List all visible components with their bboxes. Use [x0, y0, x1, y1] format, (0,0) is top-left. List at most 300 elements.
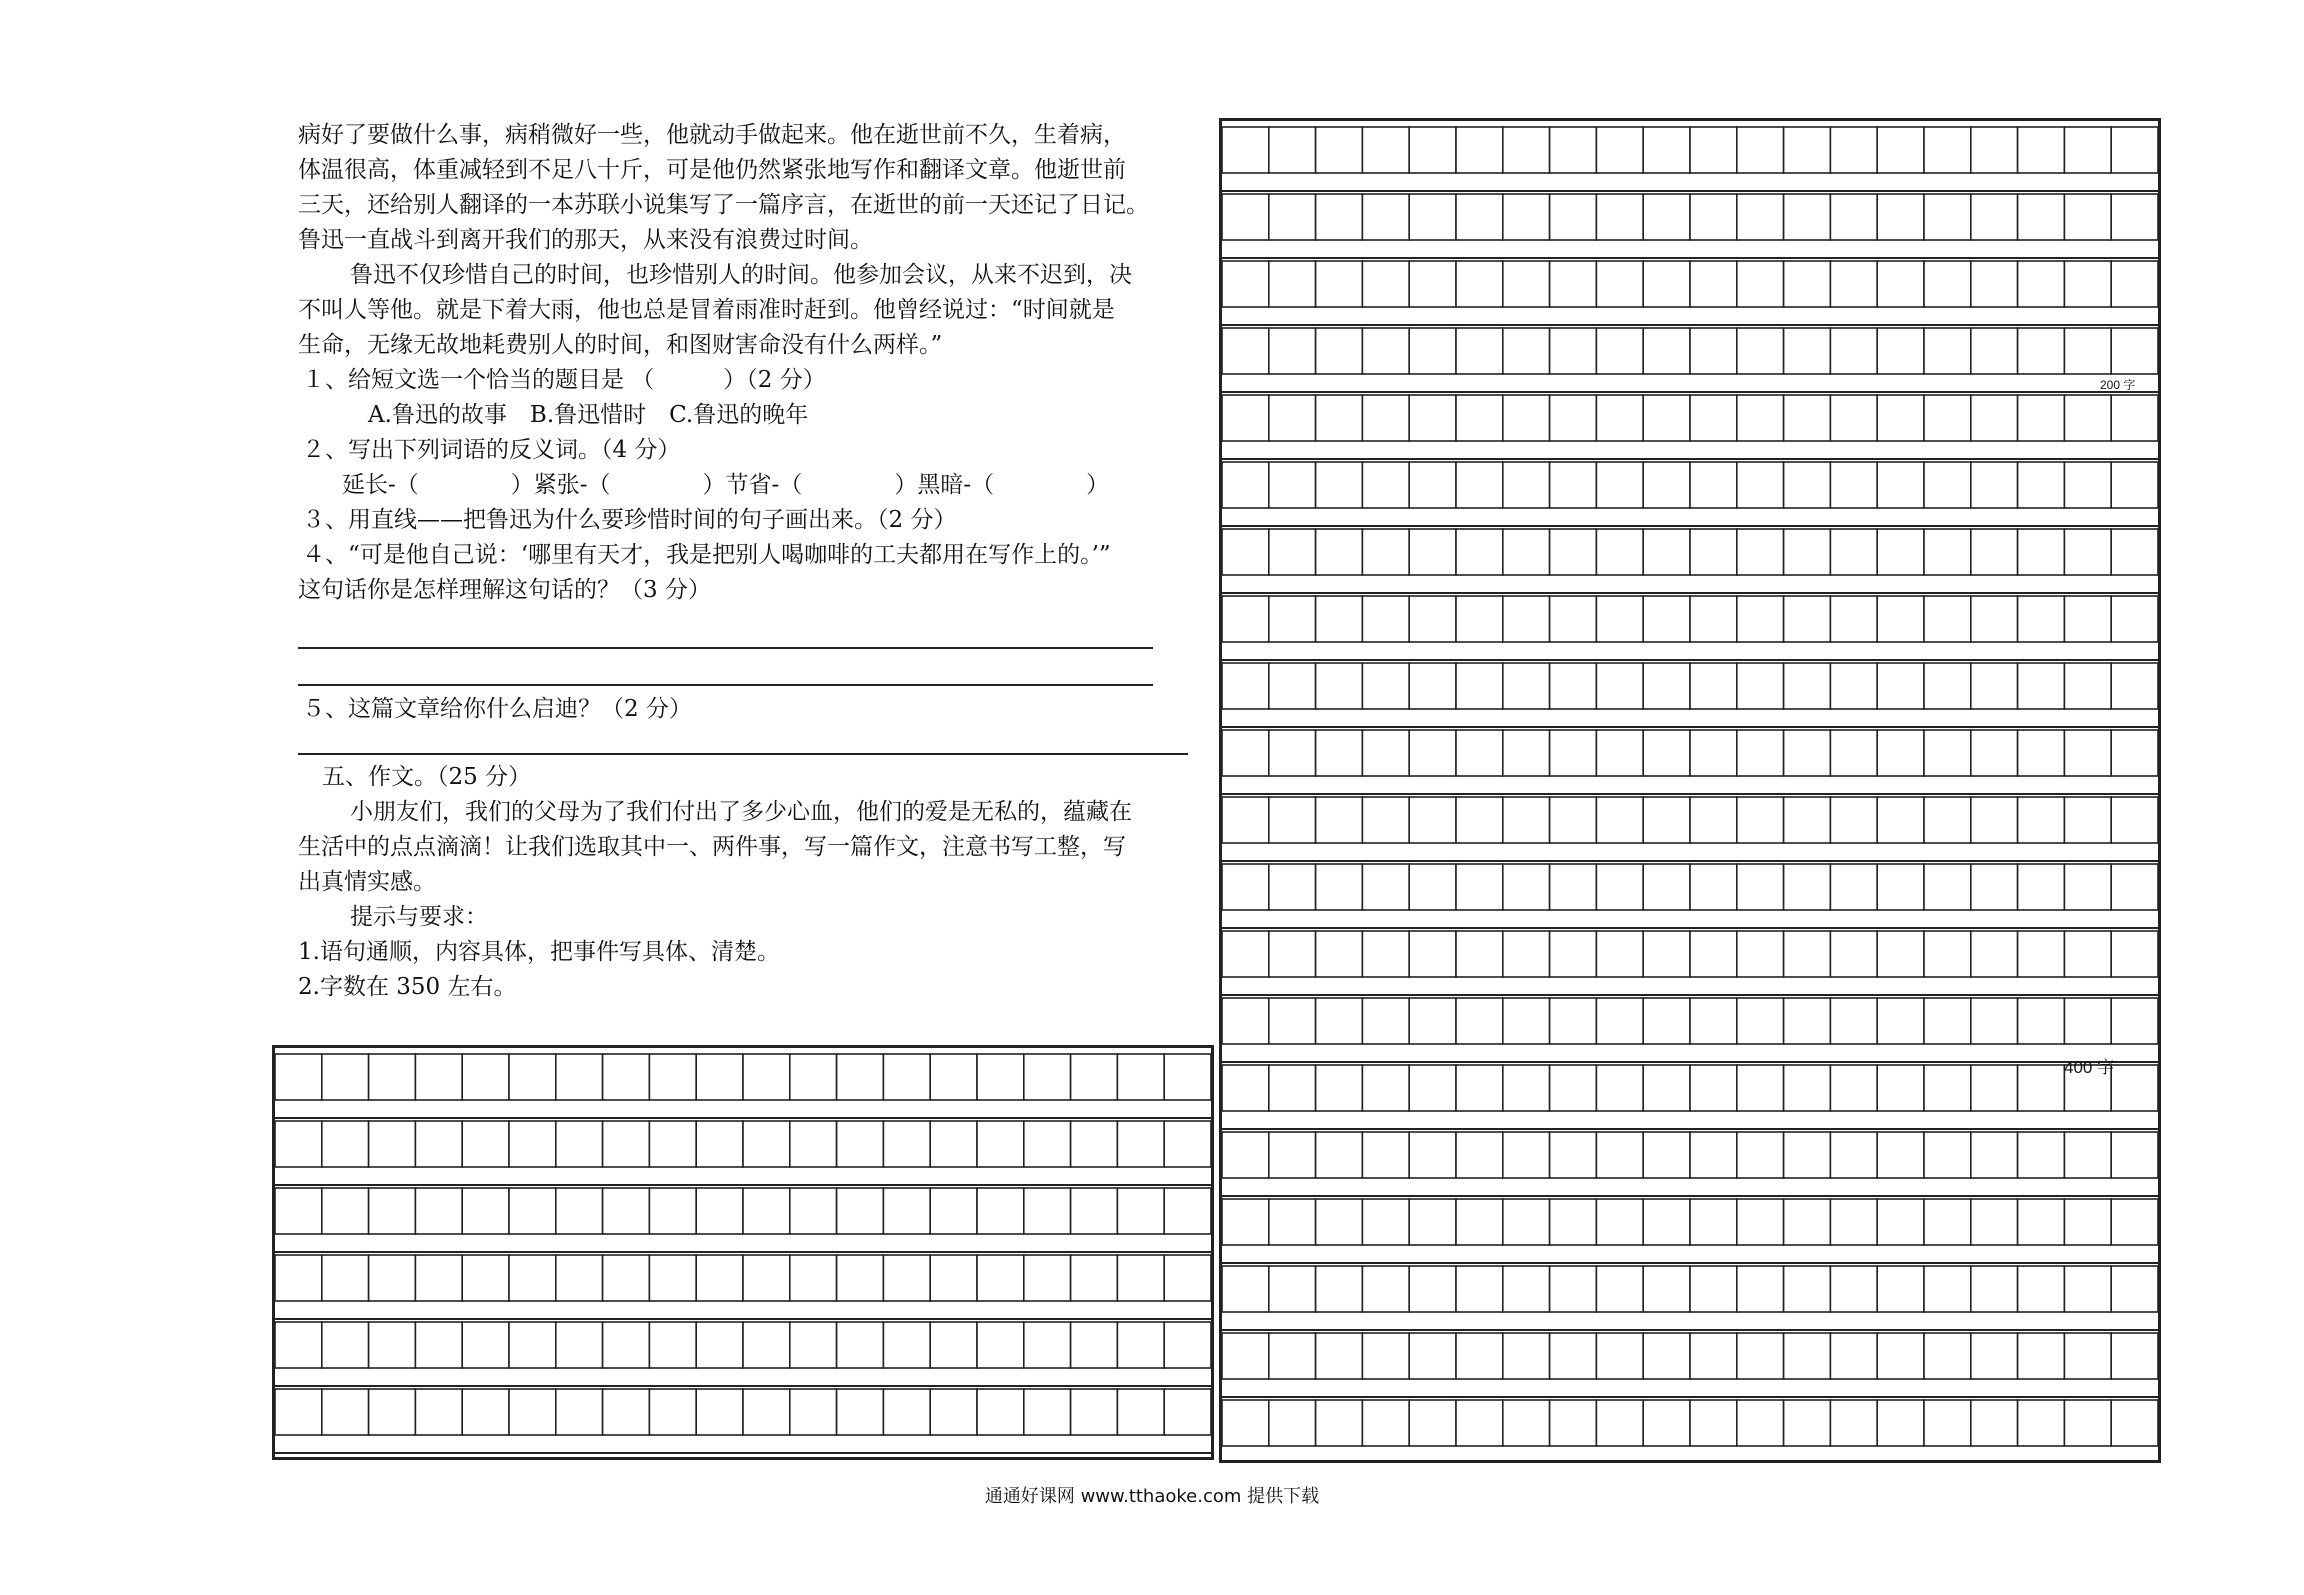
- grid-cell: [1596, 261, 1643, 307]
- grid-cell: [322, 1389, 369, 1435]
- grid-cell: [1596, 194, 1643, 240]
- grid-cell: [1409, 328, 1456, 374]
- grid-cell: [1362, 931, 1409, 977]
- grid-cell: [1596, 931, 1643, 977]
- grid-row: [1222, 395, 2158, 459]
- grid-cell: [1316, 1400, 1363, 1446]
- grid-cell: [1643, 1199, 1690, 1245]
- grid-cell: [1362, 127, 1409, 173]
- grid-cell: [1924, 395, 1971, 441]
- grid-cell: [930, 1054, 977, 1100]
- tips-heading: 提示与要求：: [350, 904, 488, 930]
- grid-cell: [1971, 596, 2018, 642]
- grid-cell: [930, 1255, 977, 1301]
- grid-cell: [1024, 1389, 1071, 1435]
- grid-row: [275, 1389, 1211, 1453]
- grid-cell: [1924, 864, 1971, 910]
- grid-cell: [649, 1188, 696, 1234]
- grid-cell: [1550, 1132, 1597, 1178]
- grid-cell: [930, 1121, 977, 1167]
- grid-cell: [1316, 194, 1363, 240]
- grid-cell: [1409, 261, 1456, 307]
- grid-cell: [322, 1255, 369, 1301]
- composition-section: [298, 760, 1198, 1005]
- grid-cell: [1222, 1266, 1269, 1312]
- grid-cell: [1316, 797, 1363, 843]
- grid-cell: [1830, 998, 1877, 1044]
- grid-cell: [1362, 529, 1409, 575]
- grid-cell: [2018, 596, 2065, 642]
- grid-cell: [1550, 931, 1597, 977]
- grid-row: [1222, 194, 2158, 258]
- grid-cell: [509, 1255, 556, 1301]
- grid-cell: [1737, 931, 1784, 977]
- grid-cell: [2111, 596, 2158, 642]
- grid-row: [1222, 663, 2158, 727]
- grid-cell: [1362, 1400, 1409, 1446]
- grid-cell: [1784, 395, 1831, 441]
- grid-cell: [2064, 1199, 2111, 1245]
- grid-cell: [1503, 797, 1550, 843]
- grid-cell: [1269, 395, 1316, 441]
- grid-cell: [696, 1322, 743, 1368]
- grid-cell: [415, 1322, 462, 1368]
- grid-cell: [1971, 194, 2018, 240]
- grid-cell: [1924, 596, 1971, 642]
- grid-cell: [1737, 194, 1784, 240]
- grid-row: [275, 1188, 1211, 1252]
- grid-cell: [1643, 462, 1690, 508]
- grid-cell: [1164, 1054, 1211, 1100]
- grid-cell: [977, 1389, 1024, 1435]
- grid-cell: [2111, 1199, 2158, 1245]
- answer-line[interactable]: [298, 647, 1153, 649]
- composition-prompt: 小朋友们，我们的父母为了我们付出了多少心血，他们的爱是无私的，蕴藏在: [350, 799, 1132, 825]
- grid-cell: [1643, 529, 1690, 575]
- grid-cell: [743, 1054, 790, 1100]
- grid-cell: [1362, 864, 1409, 910]
- grid-cell: [1362, 194, 1409, 240]
- grid-cell: [1222, 797, 1269, 843]
- grid-cell: [1503, 1132, 1550, 1178]
- grid-cell: [1456, 462, 1503, 508]
- grid-row: [1222, 1132, 2158, 1196]
- grid-cell: [1643, 663, 1690, 709]
- grid-cell: [1409, 462, 1456, 508]
- grid-cell: [1643, 596, 1690, 642]
- grid-cell: [1316, 462, 1363, 508]
- grid-cell: [977, 1121, 1024, 1167]
- grid-cell: [1456, 596, 1503, 642]
- grid-cell: [415, 1389, 462, 1435]
- grid-cell: [1784, 730, 1831, 776]
- grid-cell: [1596, 529, 1643, 575]
- grid-cell: [2111, 1333, 2158, 1379]
- grid-cell: [930, 1188, 977, 1234]
- grid-cell: [369, 1188, 416, 1234]
- grid-cell: [1362, 395, 1409, 441]
- grid-cell: [1924, 1333, 1971, 1379]
- grid-cell: [1737, 529, 1784, 575]
- grid-cell: [1503, 596, 1550, 642]
- grid-cell: [977, 1188, 1024, 1234]
- grid-cell: [1596, 1065, 1643, 1111]
- grid-row: [1222, 127, 2158, 191]
- grid-cell: [1690, 663, 1737, 709]
- grid-cell: [1690, 462, 1737, 508]
- grid-cell: [1830, 261, 1877, 307]
- grid-cell: [1924, 127, 1971, 173]
- grid-cell: [1117, 1255, 1164, 1301]
- grid-cell: [1024, 1121, 1071, 1167]
- grid-cell: [1269, 596, 1316, 642]
- grid-cell: [1830, 730, 1877, 776]
- question-2-items: 延长-（ ）紧张-（ ）节省-（ ）黑暗-（ ）: [342, 472, 1110, 498]
- question-4: ４、“可是他自己说：‘哪里有天才，我是把别人喝咖啡的工夫都用在写作上的。’”: [302, 542, 1111, 568]
- grid-cell: [1409, 1065, 1456, 1111]
- grid-cell: [1643, 328, 1690, 374]
- grid-cell: [930, 1322, 977, 1368]
- grid-row: [1222, 730, 2158, 794]
- grid-cell: [1643, 395, 1690, 441]
- grid-cell: [2018, 1132, 2065, 1178]
- grid-cell: [2018, 730, 2065, 776]
- grid-cell: [415, 1054, 462, 1100]
- grid-cell: [1550, 596, 1597, 642]
- grid-cell: [1222, 998, 1269, 1044]
- grid-cell: [1924, 730, 1971, 776]
- grid-cell: [1784, 529, 1831, 575]
- grid-cell: [1550, 1400, 1597, 1446]
- grid-cell: [2111, 1132, 2158, 1178]
- grid-cell: [1269, 1132, 1316, 1178]
- grid-cell: [790, 1188, 837, 1234]
- grid-cell: [1316, 261, 1363, 307]
- grid-cell: [603, 1188, 650, 1234]
- grid-cell: [1316, 1333, 1363, 1379]
- grid-cell: [2018, 462, 2065, 508]
- grid-cell: [1362, 1132, 1409, 1178]
- grid-cell: [1690, 864, 1737, 910]
- grid-cell: [1877, 931, 1924, 977]
- answer-line[interactable]: [298, 753, 1188, 755]
- grid-cell: [2111, 931, 2158, 977]
- grid-cell: [322, 1054, 369, 1100]
- grid-cell: [556, 1255, 603, 1301]
- grid-cell: [2018, 395, 2065, 441]
- question-5-block: [298, 692, 1198, 727]
- grid-cell: [1316, 395, 1363, 441]
- grid-cell: [1316, 1266, 1363, 1312]
- grid-cell: [1024, 1188, 1071, 1234]
- grid-cell: [1550, 1333, 1597, 1379]
- grid-cell: [415, 1121, 462, 1167]
- grid-cell: [1737, 462, 1784, 508]
- grid-cell: [1690, 797, 1737, 843]
- grid-cell: [2064, 864, 2111, 910]
- grid-cell: [883, 1054, 930, 1100]
- grid-cell: [603, 1389, 650, 1435]
- grid-cell: [2018, 328, 2065, 374]
- grid-cell: [1456, 1400, 1503, 1446]
- grid-cell: [1222, 931, 1269, 977]
- grid-cell: [1362, 1266, 1409, 1312]
- grid-cell: [1409, 730, 1456, 776]
- grid-cell: [1503, 1065, 1550, 1111]
- grid-cell: [1690, 1065, 1737, 1111]
- grid-cell: [1362, 797, 1409, 843]
- grid-cell: [1971, 529, 2018, 575]
- grid-cell: [603, 1322, 650, 1368]
- grid-cell: [1643, 1065, 1690, 1111]
- grid-cell: [1550, 127, 1597, 173]
- grid-cell: [275, 1188, 322, 1234]
- grid-cell: [837, 1188, 884, 1234]
- grid-cell: [2064, 797, 2111, 843]
- grid-cell: [1316, 1199, 1363, 1245]
- grid-cell: [1643, 194, 1690, 240]
- grid-cell: [1503, 127, 1550, 173]
- grid-cell: [1503, 730, 1550, 776]
- grid-cell: [1550, 730, 1597, 776]
- grid-cell: [1503, 663, 1550, 709]
- grid-cell: [1269, 797, 1316, 843]
- grid-cell: [2018, 864, 2065, 910]
- grid-cell: [1784, 1400, 1831, 1446]
- grid-cell: [1830, 596, 1877, 642]
- grid-cell: [509, 1188, 556, 1234]
- grid-cell: [1456, 931, 1503, 977]
- grid-cell: [369, 1121, 416, 1167]
- grid-cell: [1503, 998, 1550, 1044]
- grid-cell: [1877, 1065, 1924, 1111]
- grid-cell: [1409, 127, 1456, 173]
- grid-cell: [1596, 1400, 1643, 1446]
- grid-cell: [275, 1255, 322, 1301]
- grid-cell: [1550, 864, 1597, 910]
- grid-cell: [1117, 1322, 1164, 1368]
- grid-cell: [1024, 1322, 1071, 1368]
- grid-cell: [1971, 730, 2018, 776]
- grid-cell: [1164, 1188, 1211, 1234]
- grid-cell: [1316, 328, 1363, 374]
- grid-cell: [696, 1389, 743, 1435]
- grid-cell: [1877, 1400, 1924, 1446]
- grid-cell: [790, 1255, 837, 1301]
- grid-cell: [509, 1322, 556, 1368]
- grid-cell: [369, 1054, 416, 1100]
- grid-cell: [1830, 194, 1877, 240]
- grid-cell: [1971, 1065, 2018, 1111]
- grid-cell: [1643, 730, 1690, 776]
- grid-cell: [556, 1188, 603, 1234]
- grid-cell: [1222, 1199, 1269, 1245]
- grid-cell: [1596, 1266, 1643, 1312]
- grid-cell: [649, 1054, 696, 1100]
- question-4-cont: 这句话你是怎样理解这句话的？（3 分）: [298, 577, 711, 603]
- grid-cell: [2064, 127, 2111, 173]
- grid-cell: [1503, 1266, 1550, 1312]
- grid-cell: [1222, 1400, 1269, 1446]
- grid-cell: [1409, 864, 1456, 910]
- composition-grid-right[interactable]: [1219, 118, 2161, 1463]
- grid-cell: [1737, 596, 1784, 642]
- grid-cell: [2111, 127, 2158, 173]
- grid-cell: [1503, 1199, 1550, 1245]
- grid-cell: [1550, 1065, 1597, 1111]
- grid-cell: [1690, 998, 1737, 1044]
- grid-cell: [1830, 395, 1877, 441]
- grid-cell: [2064, 1266, 2111, 1312]
- grid-cell: [1690, 931, 1737, 977]
- composition-prompt: 出真情实感。: [298, 869, 436, 895]
- grid-cell: [2111, 998, 2158, 1044]
- grid-cell: [1316, 730, 1363, 776]
- passage-line: 体温很高，体重减轻到不足八十斤，可是他仍然紧张地写作和翻译文章。他逝世前: [298, 157, 1126, 183]
- grid-cell: [1737, 127, 1784, 173]
- grid-cell: [1690, 1132, 1737, 1178]
- grid-cell: [1737, 1065, 1784, 1111]
- question-1-options: A.鲁迅的故事 B.鲁迅惜时 C.鲁迅的晚年: [368, 402, 809, 428]
- grid-cell: [1830, 1266, 1877, 1312]
- grid-cell: [1690, 261, 1737, 307]
- grid-cell: [837, 1389, 884, 1435]
- grid-cell: [1877, 1266, 1924, 1312]
- grid-cell: [556, 1054, 603, 1100]
- grid-cell: [1737, 1400, 1784, 1446]
- grid-cell: [1503, 462, 1550, 508]
- grid-cell: [556, 1389, 603, 1435]
- grid-cell: [1784, 328, 1831, 374]
- grid-cell: [462, 1054, 509, 1100]
- grid-row: [1222, 462, 2158, 526]
- grid-cell: [603, 1255, 650, 1301]
- grid-cell: [1456, 328, 1503, 374]
- grid-cell: [1643, 998, 1690, 1044]
- grid-cell: [883, 1322, 930, 1368]
- grid-cell: [1456, 1333, 1503, 1379]
- grid-cell: [1503, 1400, 1550, 1446]
- grid-cell: [1269, 1199, 1316, 1245]
- grid-row: [1222, 1065, 2158, 1129]
- grid-cell: [1690, 328, 1737, 374]
- grid-cell: [1971, 1132, 2018, 1178]
- grid-cell: [2111, 328, 2158, 374]
- grid-cell: [1784, 127, 1831, 173]
- grid-cell: [415, 1188, 462, 1234]
- grid-cell: [1596, 395, 1643, 441]
- grid-cell: [883, 1188, 930, 1234]
- grid-cell: [1643, 127, 1690, 173]
- grid-cell: [1830, 1132, 1877, 1178]
- grid-cell: [1362, 998, 1409, 1044]
- grid-cell: [2111, 1400, 2158, 1446]
- grid-cell: [1503, 864, 1550, 910]
- grid-cell: [2111, 1065, 2158, 1111]
- grid-cell: [1222, 529, 1269, 575]
- grid-cell: [1830, 663, 1877, 709]
- grid-cell: [1362, 328, 1409, 374]
- grid-cell: [1877, 127, 1924, 173]
- grid-cell: [1877, 663, 1924, 709]
- grid-cell: [1690, 529, 1737, 575]
- question-2: ２、写出下列词语的反义词。（4 分）: [302, 437, 681, 463]
- grid-cell: [462, 1255, 509, 1301]
- grid-cell: [1877, 462, 1924, 508]
- grid-cell: [696, 1188, 743, 1234]
- grid-cell: [1877, 529, 1924, 575]
- grid-cell: [696, 1121, 743, 1167]
- passage-line: 鲁迅不仅珍惜自己的时间，也珍惜别人的时间。他参加会议，从来不迟到，决: [350, 262, 1132, 288]
- grid-cell: [322, 1121, 369, 1167]
- grid-cell: [1924, 663, 1971, 709]
- grid-cell: [1784, 1199, 1831, 1245]
- grid-cell: [1924, 261, 1971, 307]
- grid-cell: [696, 1054, 743, 1100]
- grid-cell: [1269, 127, 1316, 173]
- grid-cell: [1456, 1065, 1503, 1111]
- grid-cell: [1362, 1065, 1409, 1111]
- grid-cell: [1503, 395, 1550, 441]
- grid-cell: [649, 1255, 696, 1301]
- grid-cell: [1877, 998, 1924, 1044]
- grid-cell: [1503, 194, 1550, 240]
- grid-cell: [2064, 998, 2111, 1044]
- grid-cell: [1269, 1400, 1316, 1446]
- answer-line[interactable]: [298, 684, 1153, 686]
- grid-cell: [1409, 931, 1456, 977]
- grid-cell: [2111, 529, 2158, 575]
- grid-cell: [1924, 931, 1971, 977]
- grid-cell: [743, 1322, 790, 1368]
- grid-cell: [2018, 797, 2065, 843]
- grid-cell: [1269, 261, 1316, 307]
- grid-cell: [1737, 797, 1784, 843]
- grid-cell: [1784, 261, 1831, 307]
- grid-cell: [1456, 127, 1503, 173]
- grid-cell: [883, 1121, 930, 1167]
- composition-grid-left[interactable]: [272, 1045, 1214, 1460]
- grid-cell: [1784, 1065, 1831, 1111]
- grid-cells: [275, 1048, 1211, 1457]
- grid-cell: [1690, 1199, 1737, 1245]
- grid-cell: [1971, 261, 2018, 307]
- grid-cell: [1024, 1255, 1071, 1301]
- grid-cell: [1784, 462, 1831, 508]
- grid-cell: [1596, 1199, 1643, 1245]
- grid-cell: [2111, 261, 2158, 307]
- grid-cell: [1924, 797, 1971, 843]
- grid-cell: [1503, 529, 1550, 575]
- grid-cell: [1362, 261, 1409, 307]
- grid-cell: [2018, 931, 2065, 977]
- grid-row: [1222, 797, 2158, 861]
- grid-cell: [1877, 194, 1924, 240]
- grid-cell: [1362, 663, 1409, 709]
- grid-cell: [275, 1121, 322, 1167]
- grid-cell: [1222, 1065, 1269, 1111]
- grid-cell: [1830, 864, 1877, 910]
- grid-cell: [1924, 1065, 1971, 1111]
- grid-cell: [1362, 596, 1409, 642]
- grid-cell: [2064, 596, 2111, 642]
- grid-cell: [1316, 663, 1363, 709]
- grid-cell: [1877, 395, 1924, 441]
- grid-cell: [2018, 998, 2065, 1044]
- grid-cell: [1409, 797, 1456, 843]
- grid-cell: [1222, 1132, 1269, 1178]
- passage-line: 生命，无缘无故地耗费别人的时间，和图财害命没有什么两样。”: [298, 332, 943, 358]
